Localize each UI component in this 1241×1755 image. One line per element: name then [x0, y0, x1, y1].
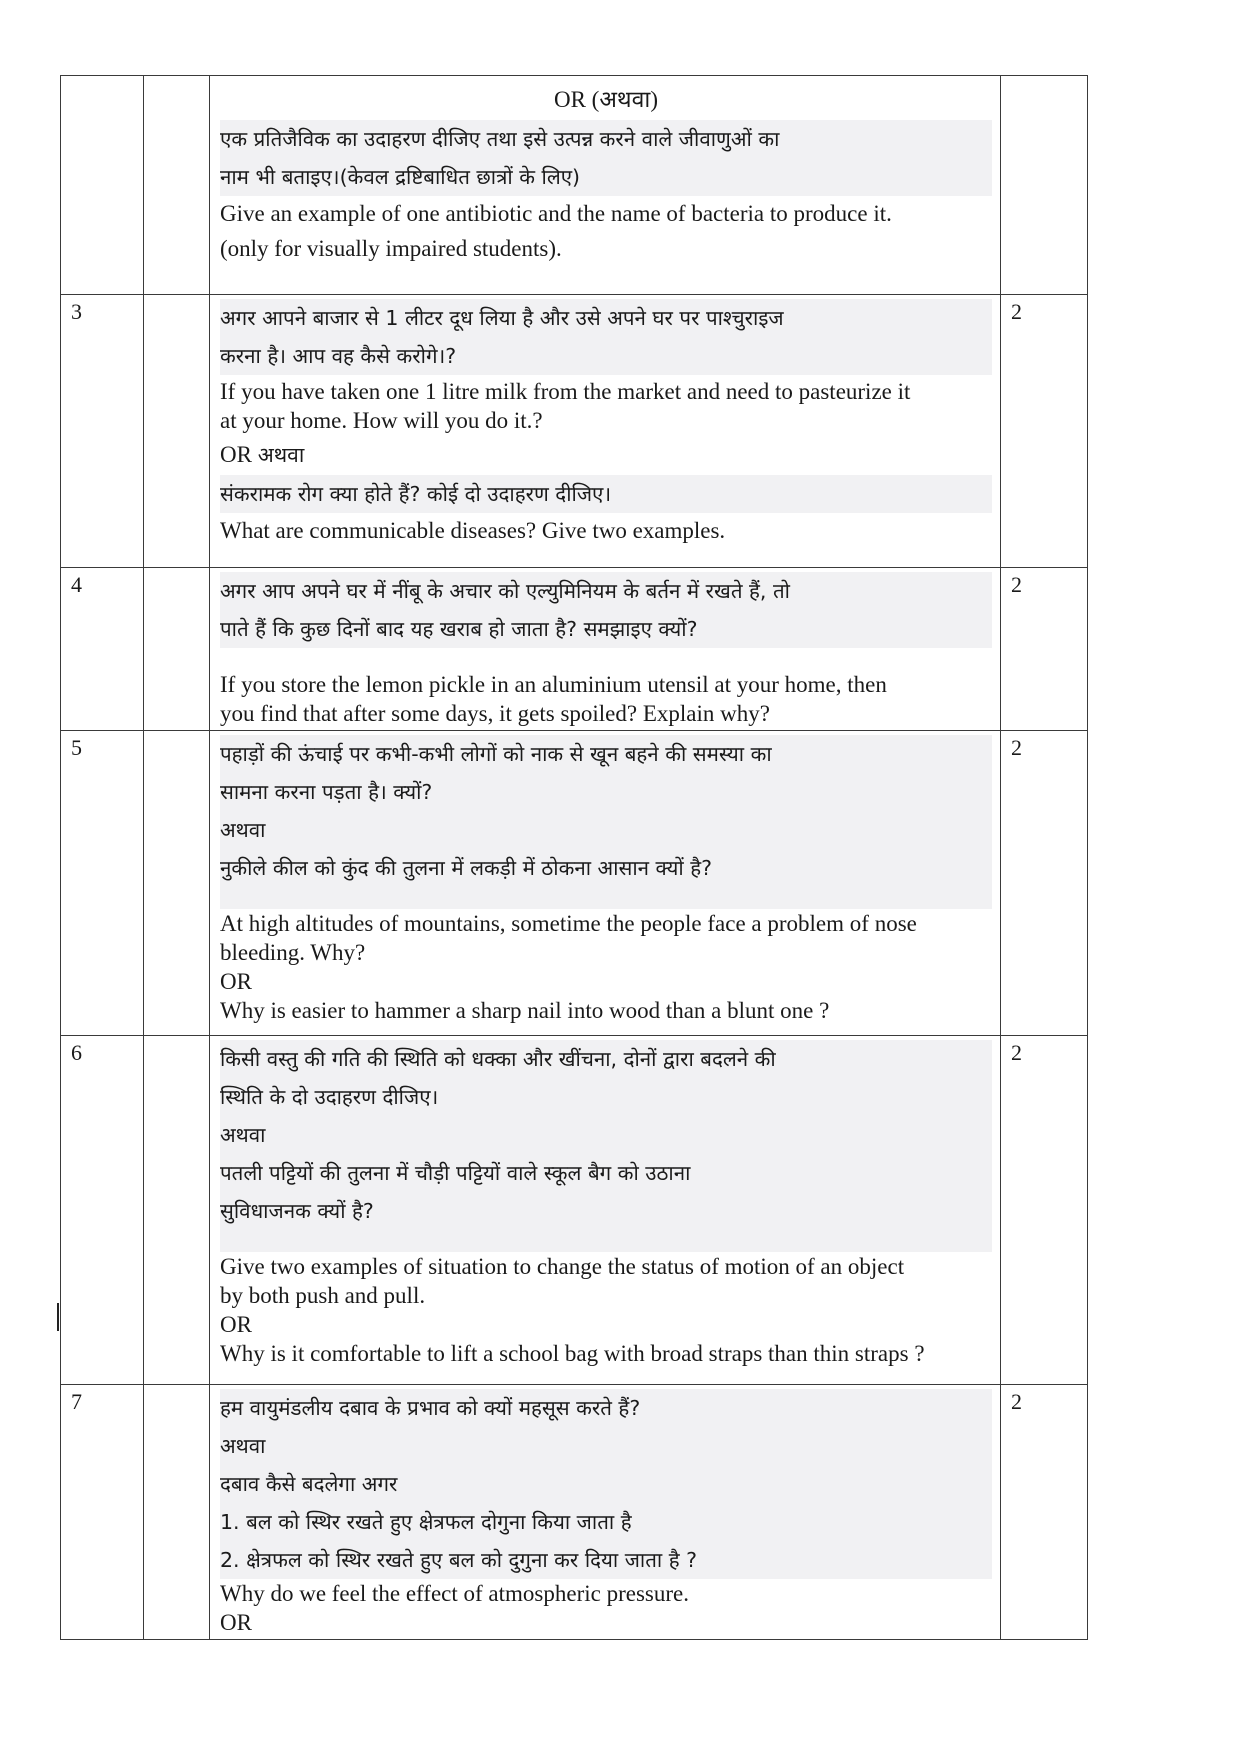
sub-number-cell: [144, 76, 210, 295]
spacer: [220, 1230, 988, 1252]
question-number-cell: 4: [61, 568, 144, 731]
question-cell: [210, 568, 1001, 731]
marks-cell: 2: [1001, 1036, 1088, 1385]
text-line: At high altitudes of mountains, sometime the people face a problem of nose: [220, 911, 917, 936]
text-line: Give two examples of situation to change the status of motion of an object: [220, 1254, 905, 1279]
table-row: [61, 731, 1088, 1036]
text-cursor-mark: [57, 1303, 59, 1331]
english-question: [220, 909, 992, 1025]
text-line: पहाड़ों की ऊंचाई पर कभी-कभी लोगों को नाक से खून बहने की समस्या का: [220, 742, 772, 766]
sub-number-cell: [144, 731, 210, 1036]
english-question: [220, 513, 992, 548]
text-line: (only for visually impaired students).: [220, 236, 562, 261]
text-line: bleeding. Why?: [220, 940, 366, 965]
question-cell: [210, 295, 1001, 568]
text-line: नाम भी बताइए।(केवल द्रष्टिबाधित छात्रों के लिए): [220, 165, 581, 189]
text-line: सुविधाजनक क्यों है?: [220, 1199, 374, 1223]
question-cell: [210, 76, 1001, 295]
or-english: OR: [220, 442, 252, 467]
text-line: What are communicable diseases? Give two examples.: [220, 518, 726, 543]
hindi-question: [220, 1389, 992, 1579]
sub-number-cell: [144, 1385, 210, 1640]
or-hindi: अथवा: [220, 1434, 266, 1458]
hindi-question: [220, 475, 992, 513]
text-line: If you store the lemon pickle in an aluminium utensil at your home, then: [220, 672, 887, 697]
text-line: Why do we feel the effect of atmospheric pressure.: [220, 1581, 689, 1606]
question-number-cell: 5: [61, 731, 144, 1036]
text-line: Why is easier to hammer a sharp nail into wood than a blunt one ?: [220, 998, 830, 1023]
text-line: at your home. How will you do it.?: [220, 408, 543, 433]
hindi-question: [220, 735, 992, 909]
english-question: [220, 670, 992, 728]
text-line: If you have taken one 1 litre milk from the market and need to pasteurize it: [220, 379, 911, 404]
text-line: नुकीले कील को कुंद की तुलना में लकड़ी में ठोकना आसान क्यों है?: [220, 856, 713, 880]
or-english: OR: [220, 1610, 252, 1635]
question-table: [60, 75, 1088, 1640]
or-hindi: अथवा: [220, 1123, 266, 1147]
table-row: [61, 1036, 1088, 1385]
text-line: 1. बल को स्थिर रखते हुए क्षेत्रफल दोगुना किया जाता है: [220, 1510, 632, 1534]
text-line: you find that after some days, it gets spoiled? Explain why?: [220, 701, 770, 726]
or-hindi: अथवा: [220, 818, 266, 842]
marks-cell: 2: [1001, 731, 1088, 1036]
text-line: स्थिति के दो उदाहरण दीजिए।: [220, 1085, 439, 1109]
text-line: अगर आप अपने घर में नींबू के अचार को एल्युमिनियम के बर्तन में रखते हैं, तो: [220, 579, 790, 603]
question-number-cell: 3: [61, 295, 144, 568]
marks-cell: 2: [1001, 295, 1088, 568]
english-question: [220, 196, 992, 266]
or-hindi: अथवा: [257, 443, 305, 467]
text-line: 2. क्षेत्रफल को स्थिर रखते हुए बल को दुगुना कर दिया जाता है ?: [220, 1548, 698, 1572]
spacer: [220, 648, 992, 670]
question-cell: [210, 731, 1001, 1036]
english-question: [220, 1579, 992, 1637]
hindi-question: [220, 1040, 992, 1252]
question-cell: [210, 1385, 1001, 1640]
marks-cell: 2: [1001, 1385, 1088, 1640]
sub-number-cell: [144, 568, 210, 731]
hindi-question: [220, 120, 992, 196]
text-line: अगर आपने बाजार से 1 लीटर दूध लिया है और उसे अपने घर पर पाश्चुराइज: [220, 306, 784, 330]
question-number-cell: 7: [61, 1385, 144, 1640]
english-question: [220, 1252, 992, 1368]
table-row: [61, 76, 1088, 295]
or-label: [220, 435, 992, 475]
table-row: [61, 295, 1088, 568]
text-line: करना है। आप वह कैसे करोगे।?: [220, 344, 457, 368]
hindi-question: [220, 572, 992, 648]
text-line: दबाव कैसे बदलेगा अगर: [220, 1472, 398, 1496]
sub-number-cell: [144, 295, 210, 568]
text-line: by both push and pull.: [220, 1283, 426, 1308]
text-line: हम वायुमंडलीय दबाव के प्रभाव को क्यों महसूस करते हैं?: [220, 1396, 641, 1420]
or-english: OR: [220, 969, 252, 994]
text-line: पाते हैं कि कुछ दिनों बाद यह खराब हो जाता है? समझाइए क्यों?: [220, 617, 698, 641]
or-english: OR: [220, 1312, 252, 1337]
text-line: Give an example of one antibiotic and the name of bacteria to produce it.: [220, 201, 892, 226]
sub-number-cell: [144, 1036, 210, 1385]
question-number-cell: [61, 76, 144, 295]
text-line: सामना करना पड़ता है। क्यों?: [220, 780, 433, 804]
question-cell: [210, 1036, 1001, 1385]
marks-cell: [1001, 76, 1088, 295]
hindi-question: [220, 299, 992, 375]
text-line: संकरामक रोग क्या होते हैं? कोई दो उदाहरण दीजिए।: [220, 482, 612, 506]
marks-cell: 2: [1001, 568, 1088, 731]
table-row: [61, 1385, 1088, 1640]
question-number-cell: 6: [61, 1036, 144, 1385]
or-heading: OR (अथवा): [553, 87, 659, 112]
english-question: [220, 375, 992, 435]
text-line: पतली पट्टियों की तुलना में चौड़ी पट्टियों वाले स्कूल बैग को उठाना: [220, 1161, 691, 1185]
spacer: [220, 887, 988, 909]
text-line: Why is it comfortable to lift a school bag with broad straps than thin straps ?: [220, 1341, 925, 1366]
text-line: एक प्रतिजैविक का उदाहरण दीजिए तथा इसे उत्पन्न करने वाले जीवाणुओं का: [220, 127, 780, 151]
table-row: [61, 568, 1088, 731]
text-line: किसी वस्तु की गति की स्थिति को धक्का और खींचना, दोनों द्वारा बदलने की: [220, 1047, 776, 1071]
